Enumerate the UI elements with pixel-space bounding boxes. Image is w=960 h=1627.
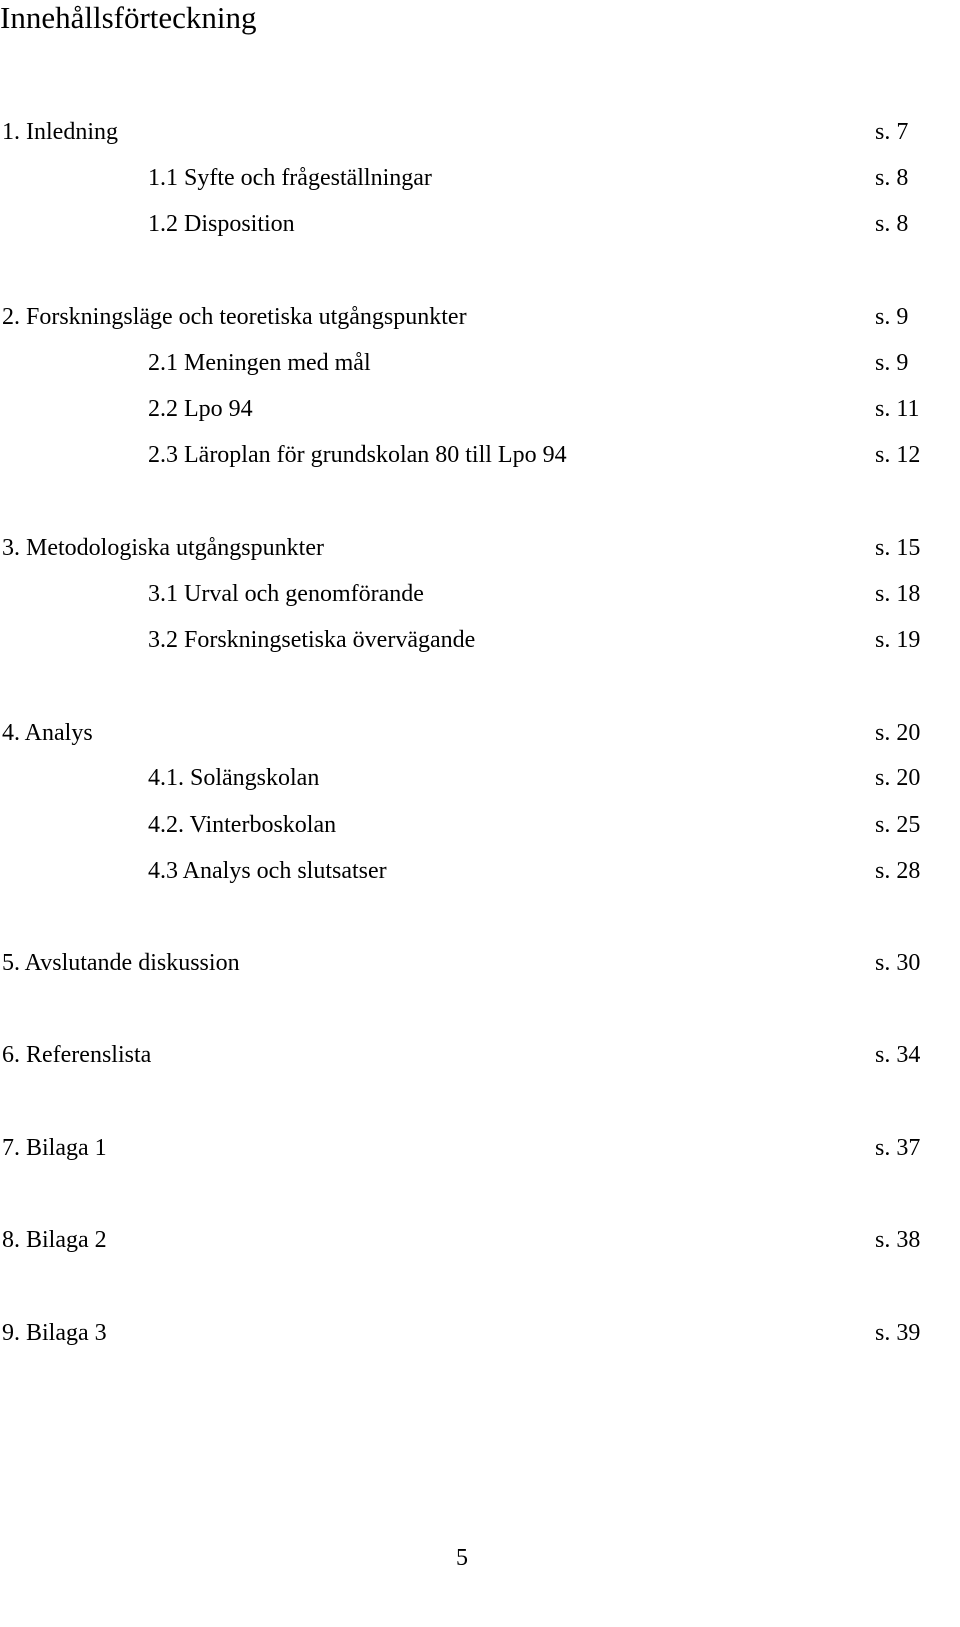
toc-entry [0, 1224, 960, 1256]
toc-entry-label: 8. Bilaga 2 [2, 1227, 107, 1253]
toc-entry-page: s. 30 [875, 950, 921, 976]
toc-entry [0, 1039, 960, 1071]
toc-entry-label: 6. Referenslista [2, 1042, 152, 1068]
toc-entry-page: s. 28 [875, 858, 921, 884]
toc-entry-page: s. 8 [875, 211, 909, 237]
toc-entry-label: 5. Avslutande diskussion [2, 950, 240, 976]
toc-entry-page: s. 18 [875, 581, 921, 607]
toc-entry-label: 2. Forskningsläge och teoretiska utgångspunkter [2, 304, 467, 330]
toc-entry-label: 3.1 Urval och genomförande [148, 581, 424, 607]
page-title: Innehållsförteckning [0, 0, 257, 35]
toc-entry-label: 2.1 Meningen med mål [148, 350, 371, 376]
toc-entry [0, 624, 960, 656]
toc-entry-page: s. 37 [875, 1135, 921, 1161]
toc-entry-page: s. 19 [875, 627, 921, 653]
toc-entry [0, 762, 960, 794]
toc-entry-label: 2.3 Läroplan för grundskolan 80 till Lpo 94 [148, 442, 567, 468]
toc-entry-page: s. 25 [875, 812, 921, 838]
toc-entry [0, 1317, 960, 1349]
toc-entry [0, 393, 960, 425]
toc-entry-page: s. 15 [875, 535, 921, 561]
toc-entry [0, 717, 960, 749]
toc-entry [0, 947, 960, 979]
toc-entry-page: s. 12 [875, 442, 921, 468]
toc-entry-label: 4.2. Vinterboskolan [148, 812, 337, 838]
toc-entry-label: 4. Analys [2, 720, 93, 746]
toc-entry-page: s. 8 [875, 165, 909, 191]
toc-entry-page: s. 9 [875, 304, 909, 330]
toc-entry-label: 1.2 Disposition [148, 211, 295, 237]
toc-entry-page: s. 7 [875, 119, 909, 145]
toc-entry [0, 301, 960, 333]
toc-entry [0, 532, 960, 564]
toc-entry [0, 116, 960, 148]
toc-entry-label: 7. Bilaga 1 [2, 1135, 107, 1161]
toc-entry-label: 3.2 Forskningsetiska övervägande [148, 627, 476, 653]
page-number: 5 [456, 1545, 468, 1571]
toc-entry [0, 1132, 960, 1164]
toc-entry-page: s. 20 [875, 765, 921, 791]
toc-entry-label: 1.1 Syfte och frågeställningar [148, 165, 432, 191]
toc-entry-page: s. 11 [875, 396, 920, 422]
toc-entry-page: s. 39 [875, 1320, 921, 1346]
toc-entry-page: s. 38 [875, 1227, 921, 1253]
toc-entry-label: 3. Metodologiska utgångspunkter [2, 535, 324, 561]
toc-entry-page: s. 20 [875, 720, 921, 746]
toc-entry-label: 4.3 Analys och slutsatser [148, 858, 387, 884]
toc-entry-label: 4.1. Solängskolan [148, 765, 320, 791]
toc-entry-page: s. 34 [875, 1042, 921, 1068]
toc-entry-label: 2.2 Lpo 94 [148, 396, 253, 422]
toc-entry [0, 855, 960, 887]
toc-entry-label: 1. Inledning [2, 119, 118, 145]
toc-entry [0, 439, 960, 471]
toc-entry [0, 578, 960, 610]
toc-entry [0, 208, 960, 240]
toc-entry-label: 9. Bilaga 3 [2, 1320, 107, 1346]
toc-entry [0, 809, 960, 841]
toc-entry [0, 162, 960, 194]
toc-entry [0, 347, 960, 379]
toc-entry-page: s. 9 [875, 350, 909, 376]
